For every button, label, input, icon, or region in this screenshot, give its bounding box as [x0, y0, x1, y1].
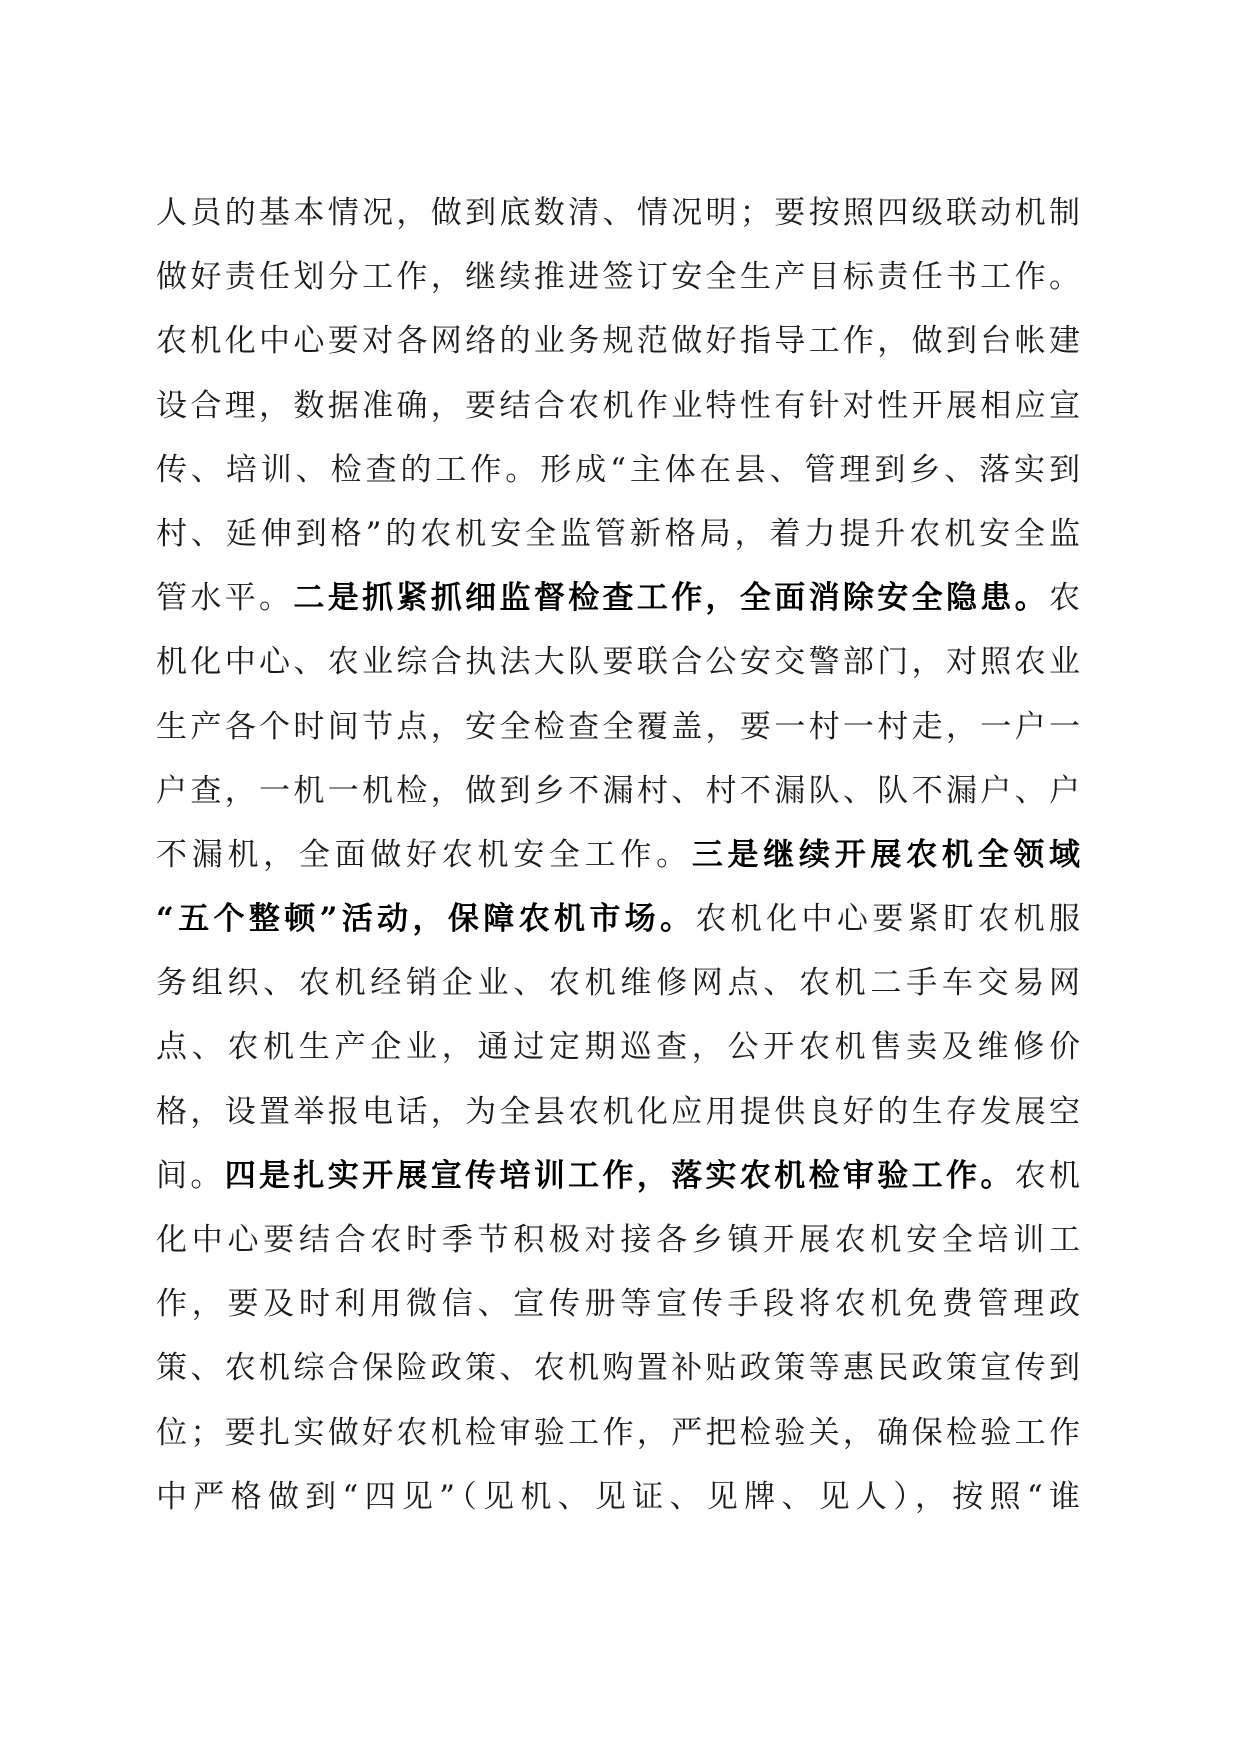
text-line: [156, 1080, 1080, 1144]
body-text-segment: 农: [1049, 580, 1080, 617]
text-line: [156, 1401, 1080, 1465]
text-line: [156, 951, 1080, 1015]
body-text-segment: 化中心要结合农时季节积极对接各乡镇开展农机安全培训工: [156, 1222, 1080, 1258]
text-line: [156, 502, 1080, 566]
text-line: [156, 245, 1080, 309]
body-text-segment: 农机: [1014, 1157, 1080, 1194]
text-line: [156, 1015, 1080, 1079]
text-line: [156, 630, 1080, 694]
body-text-segment: 村、延伸到格”的农机安全监管新格局，着力提升农机安全监: [156, 515, 1080, 552]
body-paragraph: [156, 181, 1080, 1529]
text-line: [156, 309, 1080, 373]
text-line: [156, 1336, 1080, 1400]
body-text-segment: 格，设置举报电话，为全县农机化应用提供良好的生存发展空: [156, 1093, 1080, 1130]
body-text-segment: 策、农机综合保险政策、农机购置补贴政策等惠民政策宣传到: [156, 1350, 1080, 1387]
body-text-segment: 作，要及时利用微信、宣传册等宣传手段将农机免费管理政: [156, 1286, 1080, 1323]
body-text-segment: 做好责任划分工作，继续推进签订安全生产目标责任书工作。: [156, 259, 1080, 296]
body-text-segment: 管水平。: [156, 580, 294, 617]
body-text-segment: 生产各个时间节点，安全检查全覆盖，要一村一村走，一户一: [156, 708, 1080, 745]
body-text-segment: 人员的基本情况，做到底数清、情况明；要按照四级联动机制: [156, 195, 1080, 231]
text-line: [156, 759, 1080, 823]
bold-heading-text: 三是继续开展农机全领域: [691, 836, 1080, 873]
text-line: [156, 823, 1080, 887]
bold-heading-text: “五个整顿”活动，保障农机市场。: [156, 901, 696, 938]
text-line: [156, 438, 1080, 502]
body-text-segment: 农机化中心要紧盯农机服: [695, 901, 1080, 938]
body-text-segment: 户查，一机一机检，做到乡不漏村、村不漏队、队不漏户、户: [156, 772, 1080, 809]
bold-heading-text: 二是抓紧抓细监督检查工作，全面消除安全隐患。: [293, 580, 1050, 617]
body-text-segment: 间。: [156, 1157, 225, 1194]
body-text-segment: 位；要扎实做好农机检审验工作，严把检验关，确保检验工作: [156, 1414, 1080, 1451]
bold-heading-text: 四是扎实开展宣传培训工作，落实农机检审验工作。: [224, 1157, 1015, 1194]
body-text-segment: 传、培训、检查的工作。形成“主体在县、管理到乡、落实到: [156, 451, 1080, 488]
text-line: [156, 1208, 1080, 1272]
text-line: [156, 1272, 1080, 1336]
text-line: [156, 1465, 1080, 1529]
body-text-segment: 点、农机生产企业，通过定期巡查，公开农机售卖及维修价: [156, 1029, 1080, 1066]
text-line: [156, 181, 1080, 245]
text-line: [156, 566, 1080, 630]
body-text-segment: 农机化中心要对各网络的业务规范做好指导工作，做到台帐建: [156, 323, 1080, 360]
text-line: [156, 374, 1080, 438]
body-text-segment: 中严格做到“四见”（见机、见证、见牌、见人），按照“谁: [156, 1478, 1080, 1515]
body-text-segment: 务组织、农机经销企业、农机维修网点、农机二手车交易网: [156, 965, 1080, 1002]
body-text-segment: 机化中心、农业综合执法大队要联合公安交警部门，对照农业: [156, 644, 1080, 681]
text-line: [156, 695, 1080, 759]
text-line: [156, 887, 1080, 951]
body-text-segment: 不漏机，全面做好农机安全工作。: [156, 836, 692, 873]
text-line: [156, 1144, 1080, 1208]
body-text-segment: 设合理，数据准确，要结合农机作业特性有针对性开展相应宣: [156, 387, 1080, 424]
